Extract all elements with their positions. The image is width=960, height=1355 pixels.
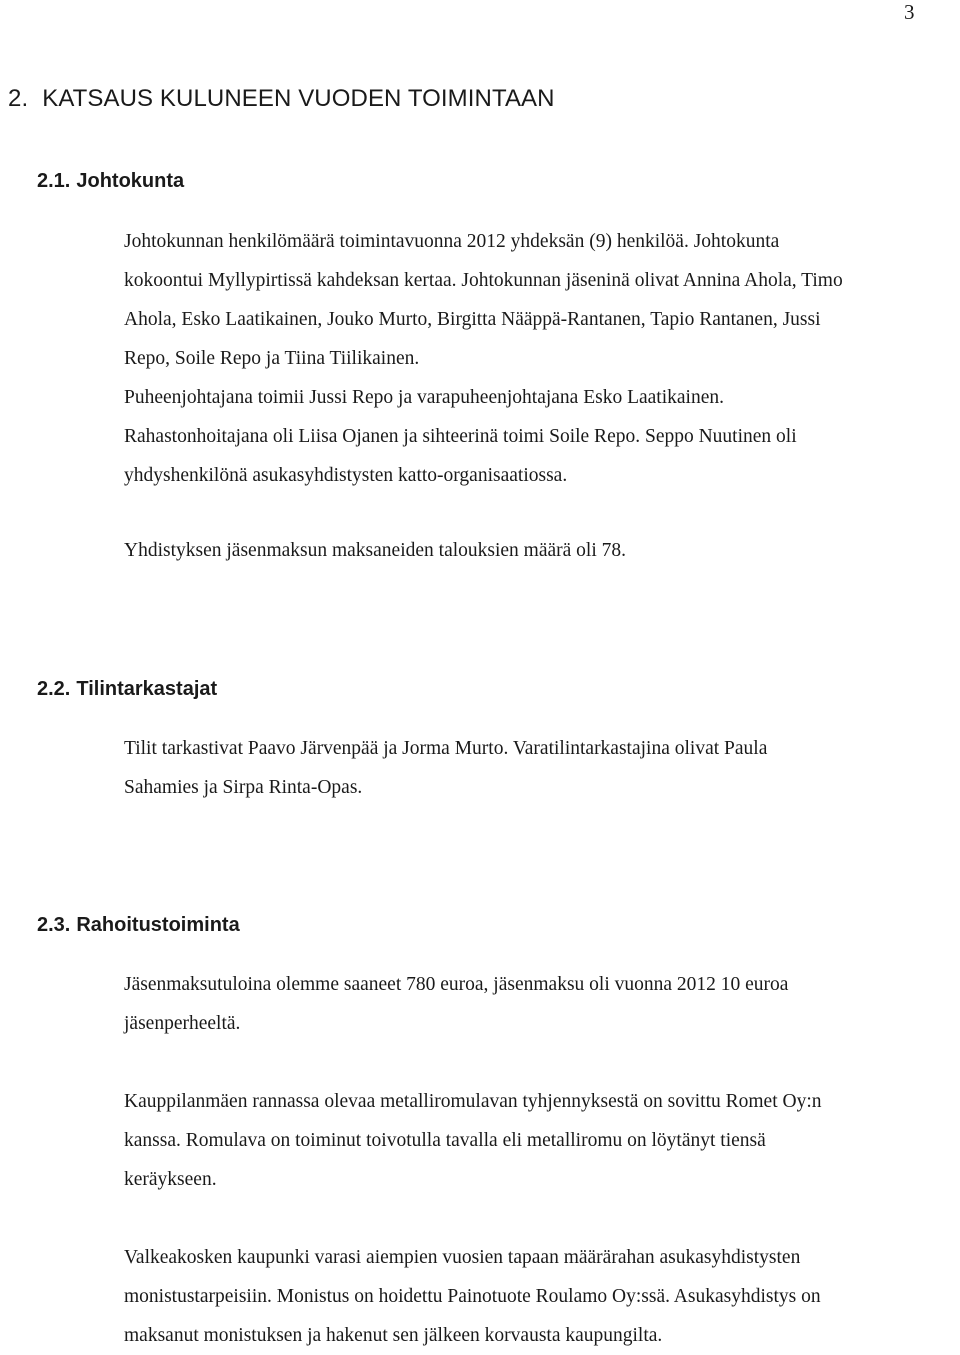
paragraph-membership-income [124, 965, 944, 1043]
text-line: keräykseen. [124, 1169, 217, 1190]
paragraph-auditors [124, 729, 944, 807]
text-line: Sahamies ja Sirpa Rinta-Opas. [124, 777, 363, 798]
text-line: Kauppilanmäen rannassa olevaa metalliromulavan tyhjennyksestä on sovittu Romet Oy:n [124, 1091, 822, 1112]
text-line: jäsenperheeltä. [124, 1013, 241, 1034]
paragraph-johtokunta-members [124, 222, 944, 495]
section-number: 2.1. [37, 170, 71, 192]
text-line: maksanut monistuksen ja hakenut sen jälkeen korvausta kaupungilta. [124, 1325, 663, 1346]
text-line: Repo, Soile Repo ja Tiina Tiilikainen. [124, 348, 420, 369]
section-heading-tilintarkastajat [37, 676, 217, 702]
section-number: 2.2. [37, 678, 71, 700]
paragraph-city-funding [124, 1238, 944, 1355]
text-line: Puheenjohtajana toimii Jussi Repo ja varapuheenjohtajana Esko Laatikainen. [124, 387, 724, 408]
section-heading-johtokunta [37, 168, 184, 194]
page-number: 3 [904, 0, 915, 24]
paragraph-membership-fee-count [124, 531, 944, 570]
text-line: Valkeakosken kaupunki varasi aiempien vuosien tapaan määrärahan asukasyhdistysten [124, 1247, 801, 1268]
section-number: 2.3. [37, 914, 71, 936]
section-title: Rahoitustoiminta [76, 914, 240, 936]
paragraph-scrap-metal [124, 1082, 944, 1199]
main-heading-title: KATSAUS KULUNEEN VUODEN TOIMINTAAN [42, 85, 555, 112]
text-line: Ahola, Esko Laatikainen, Jouko Murto, Birgitta Nääppä-Rantanen, Tapio Rantanen, Jussi [124, 309, 821, 330]
section-title: Tilintarkastajat [76, 678, 218, 700]
main-heading [8, 84, 555, 114]
text-line: Tilit tarkastivat Paavo Järvenpää ja Jorma Murto. Varatilintarkastajina olivat Paula [124, 738, 768, 759]
text-line: kokoontui Myllypirtissä kahdeksan kertaa. Johtokunnan jäseninä olivat Annina Ahola, Timo [124, 270, 843, 291]
main-heading-number: 2. [8, 85, 29, 112]
text-line: kanssa. Romulava on toiminut toivotulla tavalla eli metalliromu on löytänyt tiensä [124, 1130, 766, 1151]
text-line: Rahastonhoitajana oli Liisa Ojanen ja sihteerinä toimi Soile Repo. Seppo Nuutinen oli [124, 426, 797, 447]
text-line: yhdyshenkilönä asukasyhdistysten katto-organisaatiossa. [124, 465, 568, 486]
section-title: Johtokunta [76, 170, 185, 192]
text-line: Johtokunnan henkilömäärä toimintavuonna 2012 yhdeksän (9) henkilöä. Johtokunta [124, 231, 780, 252]
text-line: Yhdistyksen jäsenmaksun maksaneiden talouksien määrä oli 78. [124, 540, 627, 561]
text-line: Jäsenmaksutuloina olemme saaneet 780 euroa, jäsenmaksu oli vuonna 2012 10 euroa [124, 974, 789, 995]
text-line: monistustarpeisiin. Monistus on hoidettu Painotuote Roulamo Oy:ssä. Asukasyhdistys on [124, 1286, 821, 1307]
section-heading-rahoitustoiminta [37, 912, 240, 938]
